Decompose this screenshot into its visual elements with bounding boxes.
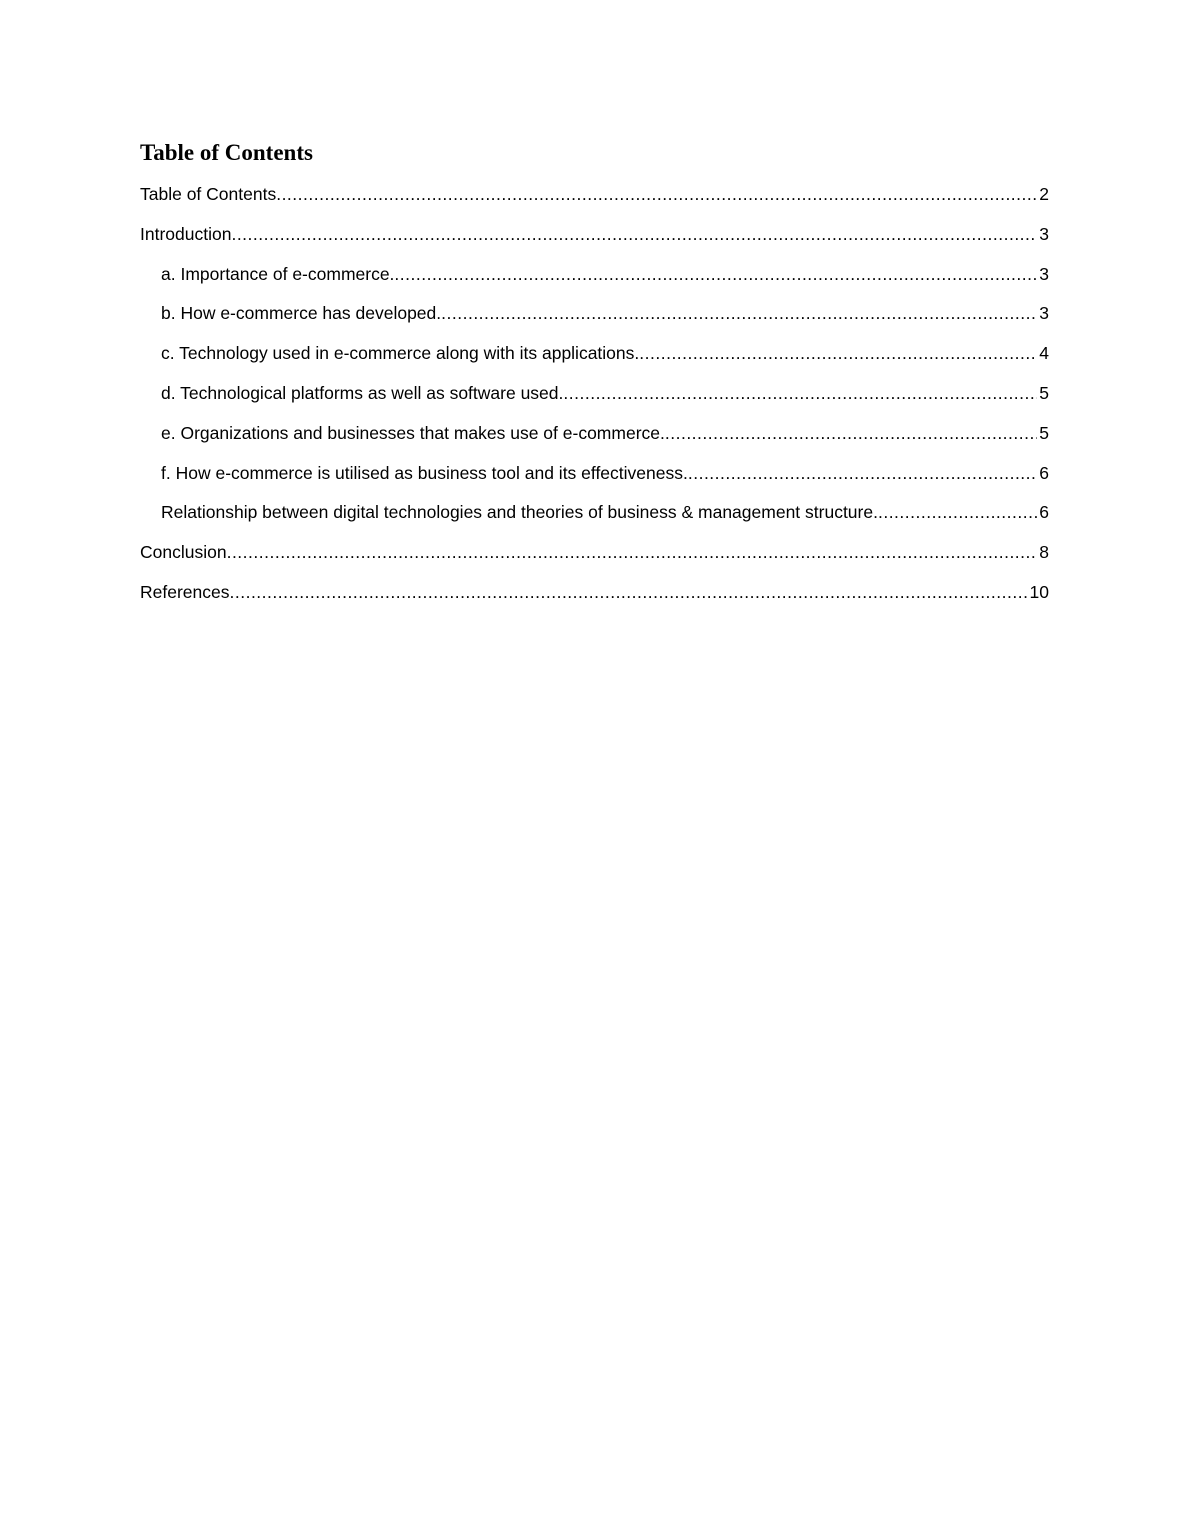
toc-heading: Table of Contents [140, 140, 313, 165]
toc-entry-text: d. Technological platforms as well as software used. [161, 380, 563, 406]
toc-entry-organizations[interactable] [140, 420, 1049, 460]
toc-entry-text: e. Organizations and businesses that makes use of e-commerce. [161, 420, 665, 446]
toc-entry-page: 6 [1039, 502, 1049, 523]
toc-entry-text: Introduction [140, 221, 231, 247]
toc-entry-text: Conclusion [140, 539, 227, 565]
toc-dot-leader [276, 181, 1037, 207]
toc-entry-page: 5 [1039, 422, 1049, 443]
toc-list [140, 181, 1049, 619]
toc-entry-text: a. Importance of e-commerce. [161, 261, 394, 287]
toc-entry-text: b. How e-commerce has developed. [161, 300, 441, 326]
toc-dot-leader [394, 261, 1037, 287]
toc-dot-leader [688, 460, 1037, 486]
toc-entry-text: Relationship between digital technologies and theories of business & management structure. [161, 499, 878, 525]
toc-dot-leader [563, 380, 1037, 406]
toc-entry-page: 3 [1039, 263, 1049, 284]
toc-entry-page: 2 [1039, 184, 1049, 204]
toc-entry-text: References [140, 579, 230, 605]
toc-entry-page: 6 [1039, 462, 1049, 483]
toc-dot-leader [230, 579, 1028, 605]
toc-dot-leader [665, 420, 1037, 446]
toc-entry-text: f. How e-commerce is utilised as business tool and its effectiveness. [161, 460, 688, 486]
toc-entry-page: 5 [1039, 382, 1049, 403]
toc-entry-page: 4 [1039, 343, 1049, 364]
toc-entry-text: Table of Contents [140, 181, 276, 207]
toc-entry-business-tool[interactable] [140, 460, 1049, 500]
toc-entry-page: 10 [1029, 581, 1049, 602]
toc-dot-leader [878, 499, 1037, 525]
toc-entry-references[interactable] [140, 579, 1049, 619]
toc-entry-importance[interactable] [140, 261, 1049, 301]
toc-entry-conclusion[interactable] [140, 539, 1049, 579]
toc-entry-table-of-contents[interactable] [140, 181, 1049, 221]
toc-entry-technology[interactable] [140, 340, 1049, 380]
toc-dot-leader [231, 221, 1037, 247]
toc-entry-relationship[interactable] [140, 499, 1049, 539]
toc-entry-introduction[interactable] [140, 221, 1049, 261]
toc-dot-leader [441, 300, 1037, 326]
toc-entry-platforms[interactable] [140, 380, 1049, 420]
toc-entry-page: 3 [1039, 303, 1049, 324]
toc-dot-leader [227, 539, 1038, 565]
toc-dot-leader [639, 340, 1037, 366]
toc-entry-development[interactable] [140, 300, 1049, 340]
toc-entry-page: 3 [1039, 223, 1049, 244]
toc-entry-page: 8 [1039, 542, 1049, 563]
toc-entry-text: c. Technology used in e-commerce along with its applications. [161, 340, 639, 366]
